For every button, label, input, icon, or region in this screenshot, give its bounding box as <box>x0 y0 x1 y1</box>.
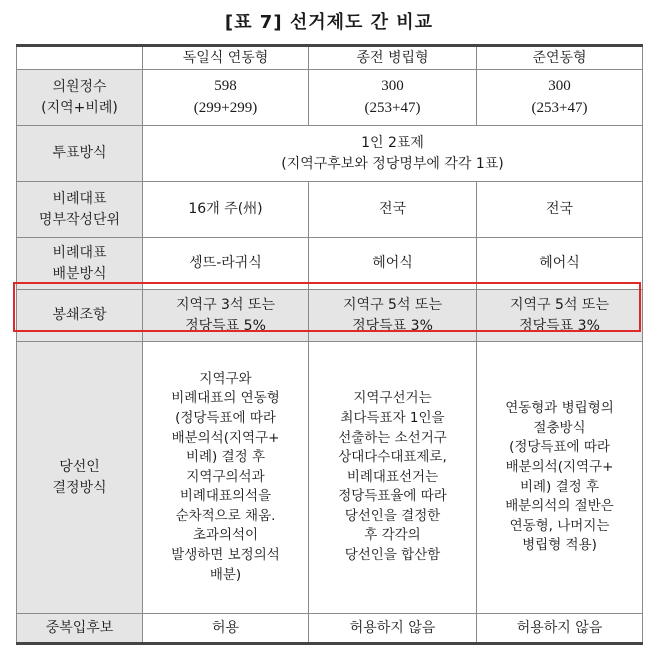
table-row-list-unit <box>17 182 643 238</box>
row-label: 의원정수 (지역+비례) <box>17 70 143 126</box>
table-cell: 지역구와 비례대표의 연동형 (정당득표에 따라 배분의석(지역구+ 비례) 결정 후 지역구의석과 비례대표의석을 순차적으로 채움. 초과의석이 발생하면 보정의석 배분) <box>143 342 309 614</box>
table-cell: 전국 <box>477 182 643 238</box>
column-header-semi-mmp: 준연동형 <box>477 46 643 70</box>
table-cell: 지역구 5석 또는 정당득표 3% <box>477 290 643 342</box>
column-header-parallel: 종전 병립형 <box>309 46 477 70</box>
column-header-german-mmp: 독일식 연동형 <box>143 46 309 70</box>
table-header-row <box>17 46 643 70</box>
table-cell: 헤어식 <box>477 238 643 290</box>
table-cell: 16개 주(州) <box>143 182 309 238</box>
table-cell-merged: 1인 2표제 (지역구후보와 정당명부에 각각 1표) <box>143 126 643 182</box>
corner-cell <box>17 46 143 70</box>
table-cell: 헤어식 <box>309 238 477 290</box>
comparison-table <box>16 44 643 645</box>
row-label: 봉쇄조항 <box>17 290 143 342</box>
table-cell: 허용하지 않음 <box>309 614 477 644</box>
table-row-seats <box>17 70 643 126</box>
table-cell: 300 (253+47) <box>309 70 477 126</box>
row-label: 중복입후보 <box>17 614 143 644</box>
table-cell: 허용 <box>143 614 309 644</box>
table-cell: 셍뜨-라귀식 <box>143 238 309 290</box>
table-row-threshold <box>17 290 643 342</box>
table-title: [표 7] 선거제도 간 비교 <box>224 12 434 33</box>
row-label: 비례대표 배분방식 <box>17 238 143 290</box>
row-label: 비례대표 명부작성단위 <box>17 182 143 238</box>
table-cell: 598 (299+299) <box>143 70 309 126</box>
table-row-decision <box>17 342 643 614</box>
table-row-voting <box>17 126 643 182</box>
table-cell: 지역구선거는 최다득표자 1인을 선출하는 소선거구 상대다수대표제로, 비례대표선거는 정당득표율에 따라 당선인을 결정한 후 각각의 당선인을 합산함 <box>309 342 477 614</box>
table-cell: 300 (253+47) <box>477 70 643 126</box>
table-cell: 지역구 3석 또는 정당득표 5% <box>143 290 309 342</box>
row-label: 투표방식 <box>17 126 143 182</box>
table-cell: 허용하지 않음 <box>477 614 643 644</box>
table-cell: 연동형과 병립형의 절충방식 (정당득표에 따라 배분의석(지역구+ 비례) 결정 후 배분의석의 절반은 연동형, 나머지는 병립형 적용) <box>477 342 643 614</box>
table-cell: 전국 <box>309 182 477 238</box>
row-label: 당선인 결정방식 <box>17 342 143 614</box>
table-cell: 지역구 5석 또는 정당득표 3% <box>309 290 477 342</box>
table-row-dual-candidacy <box>17 614 643 644</box>
table-row-allocation <box>17 238 643 290</box>
